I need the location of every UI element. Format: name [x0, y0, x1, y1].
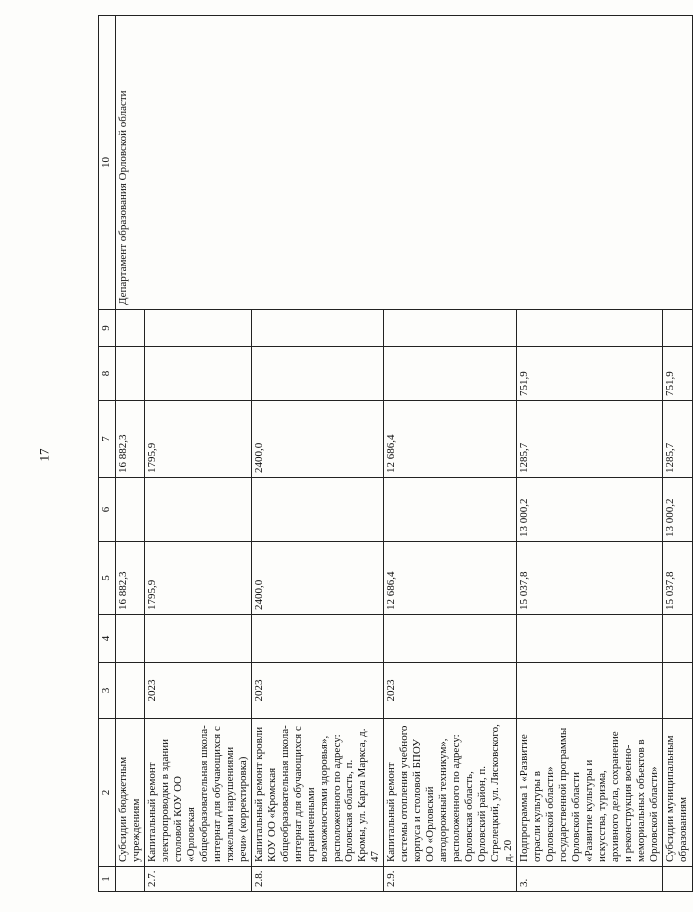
value-cell: 2400,0	[251, 542, 384, 615]
header-cell: 5	[99, 542, 116, 615]
value-cell: 1795,9	[144, 542, 251, 615]
header-cell: 8	[99, 347, 116, 401]
value-cell: 2400,0	[251, 401, 384, 478]
value-cell: 1795,9	[144, 401, 251, 478]
value-cell: 15 037,8	[662, 542, 692, 615]
row-number-cell	[116, 867, 145, 892]
item-name-cell: Капитальный ремонт системы отопления учебного корпуса и столовой БПОУ ОО «Орловский автодорожный техникум», расположенного по адресу: Орловская область, Орловский район, п. Стрелецкий, ул. Лясковского, д. 20	[384, 719, 517, 867]
value-cell: 1285,7	[517, 401, 663, 478]
header-cell: 7	[99, 401, 116, 478]
page-number: 17	[36, 448, 52, 462]
value-cell: 751,9	[662, 347, 692, 401]
table-wrapper	[98, 16, 689, 892]
value-cell: 13 000,2	[517, 478, 663, 542]
value-cell	[384, 478, 517, 542]
header-cell: 9	[99, 310, 116, 347]
value-cell	[517, 615, 663, 663]
header-cell: 10	[99, 16, 116, 310]
value-cell	[251, 478, 384, 542]
row-number-cell: 2.7.	[144, 867, 251, 892]
value-cell: 1285,7	[662, 401, 692, 478]
item-name-cell: Капитальный ремонт кровли КОУ ОО «Кромская общеобразовательная школа-интернат для обучающихся с ограниченными возможностями здоровья», расположенного по адресу: Орловская область, п. Кромы, ул. Карла Маркса, д. 47	[251, 719, 384, 867]
value-cell	[384, 347, 517, 401]
header-cell: 2	[99, 719, 116, 867]
row-number-cell: 3.	[517, 867, 663, 892]
value-cell	[251, 310, 384, 347]
executor-cell: Департамент образования Орловской области	[116, 16, 693, 310]
value-cell: 13 000,2	[662, 478, 692, 542]
header-cell: 1	[99, 867, 116, 892]
value-cell	[116, 615, 145, 663]
value-cell	[251, 347, 384, 401]
header-cell: 4	[99, 615, 116, 663]
year-cell: 2023	[251, 663, 384, 719]
value-cell	[251, 615, 384, 663]
item-name-cell: Капитальный ремонт электропроводки в здании столовой КОУ ОО «Орловская общеобразовательная школа-интернат для обучающихся с тяжелыми нарушениями речи» (корректировка)	[144, 719, 251, 867]
item-name-cell: Субсидии бюджетным учреждениям	[116, 719, 145, 867]
year-cell: 2023	[144, 663, 251, 719]
value-cell	[144, 310, 251, 347]
value-cell: 16 882,3	[116, 542, 145, 615]
budget-table	[98, 15, 693, 892]
value-cell	[384, 310, 517, 347]
year-cell	[662, 663, 692, 719]
header-cell: 3	[99, 663, 116, 719]
value-cell: 12 686,4	[384, 401, 517, 478]
value-cell: 15 037,8	[517, 542, 663, 615]
value-cell	[144, 347, 251, 401]
year-cell	[517, 663, 663, 719]
item-name-cell: Подпрограмма 1 «Развитие отрасли культуры в Орловской области» государственной программы Орловской области «Развитие культуры и искусства, туризма, архивного дела, сохранение и реконструкция военно-мемориальных объектов в Орловской области»	[517, 719, 663, 867]
table-row	[116, 16, 145, 892]
value-cell	[662, 310, 692, 347]
item-name-cell: Субсидии муниципальным образованиям	[662, 719, 692, 867]
rotated-table-area	[98, 16, 689, 892]
value-cell	[662, 615, 692, 663]
row-number-cell	[662, 867, 692, 892]
value-cell: 12 686,4	[384, 542, 517, 615]
value-cell: 16 882,3	[116, 401, 145, 478]
year-cell: 2023	[384, 663, 517, 719]
row-number-cell: 2.9.	[384, 867, 517, 892]
value-cell	[144, 478, 251, 542]
value-cell	[116, 347, 145, 401]
table-header-row	[99, 16, 116, 892]
value-cell	[144, 615, 251, 663]
value-cell: 751,9	[517, 347, 663, 401]
row-number-cell: 2.8.	[251, 867, 384, 892]
value-cell	[517, 310, 663, 347]
year-cell	[116, 663, 145, 719]
value-cell	[116, 478, 145, 542]
header-cell: 6	[99, 478, 116, 542]
value-cell	[384, 615, 517, 663]
value-cell	[116, 310, 145, 347]
